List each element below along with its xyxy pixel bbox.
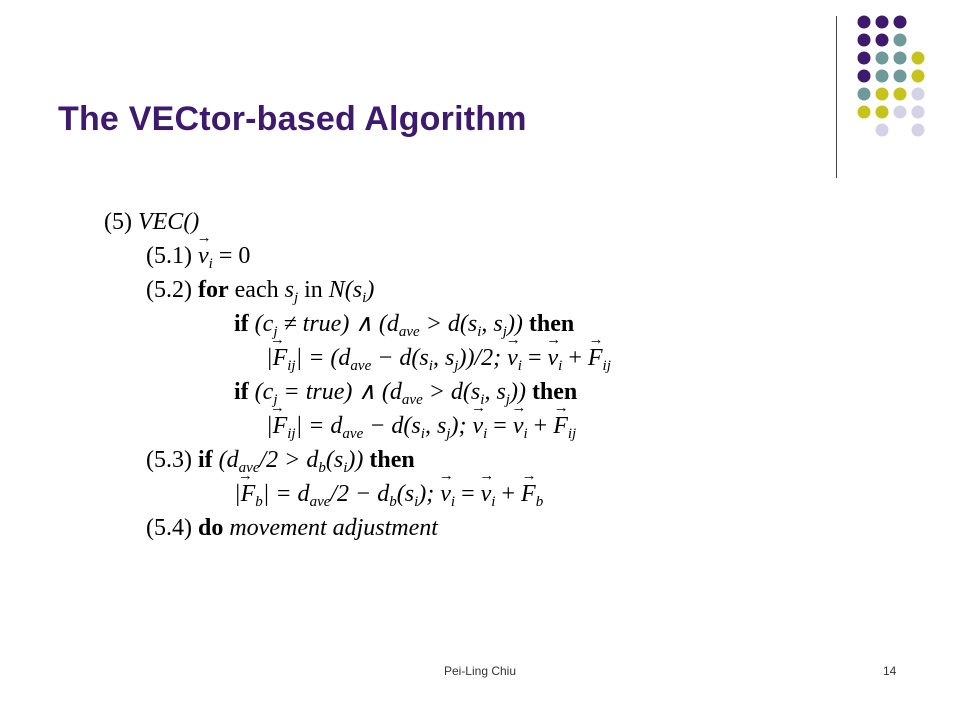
decorative-dot [894, 70, 907, 83]
decorative-dot [912, 70, 925, 83]
decorative-dot [876, 106, 889, 119]
keyword-if: if [234, 379, 249, 405]
function-name: VEC() [137, 209, 200, 235]
decorative-dot [858, 52, 871, 65]
decorative-dot [858, 34, 871, 47]
decorative-dot [876, 124, 889, 137]
keyword-if: if [234, 311, 249, 337]
decorative-dot [894, 106, 907, 119]
decorative-dot [894, 16, 907, 29]
step-number: (5.1) [146, 243, 192, 269]
decorative-dot [912, 124, 925, 137]
keyword-if: if [197, 447, 213, 473]
slide-title: The VECtor-based Algorithm [58, 100, 527, 138]
decorative-dot [876, 88, 889, 101]
step-number: (5.3) [146, 447, 192, 473]
neighbor-set: N(s [328, 277, 363, 303]
decorative-dot-grid [840, 14, 950, 154]
keyword-then: then [531, 379, 578, 405]
decorative-dot [876, 52, 889, 65]
condition-2: if ($c_j$ = true) ∧ ($d_{ave} > d(s_i$, $s_j$)) then [234, 379, 578, 408]
page-number: 14 [883, 664, 897, 678]
decorative-dot [858, 16, 871, 29]
boundary-force-update: → $|F_b| = d_{ave}/2 - d_b(s_i)$; → $v_i$ = → $v_i$ + → $F_b$ [234, 482, 543, 510]
decorative-dot [912, 106, 925, 119]
step-5-1: $(5.1) \to v_i = 0$ [146, 244, 250, 272]
decorative-dot [894, 34, 907, 47]
decorative-dot [858, 88, 871, 101]
decorative-dot [858, 106, 871, 119]
decorative-dot [876, 34, 889, 47]
decorative-dot [858, 70, 871, 83]
decorative-dot [876, 70, 889, 83]
decorative-dot [912, 52, 925, 65]
step-number: (5.4) [146, 515, 192, 541]
force-update-2: → $|F_{ij}| = d_{ave} - d(s_i$, $s_j$); → $v_i$ = → $v_i$ + → $F_{ij}$ [266, 414, 576, 442]
decorative-dot [894, 88, 907, 101]
step-5-4 [146, 516, 438, 540]
each-text: each [234, 277, 279, 303]
keyword-for: for [197, 277, 229, 303]
decorative-dot [912, 88, 925, 101]
step-5-3: (5.3) if $(d_{ave}/2 > d_b(s_i))$ then [146, 447, 415, 476]
algorithm-listing [104, 204, 794, 544]
decorative-dot [876, 16, 889, 29]
keyword-then: then [369, 447, 415, 473]
step-number: (5) [104, 209, 132, 235]
movement-adjustment-text: movement adjustment [229, 515, 438, 541]
condition-1: if ($c_j$ ≠ true) ∧ ($d_{ave} > d(s_i$, $s_j$)) then [234, 311, 575, 340]
footer-author: Pei-Ling Chiu [443, 664, 517, 678]
decorative-dot [894, 52, 907, 65]
force-update-1: → $|F_{ij}| = (d_{ave} - d(s_i$, $s_j))/2$; → $v_i$ = → $v_i$ + → $F_{ij}$ [266, 346, 611, 374]
step-5 [104, 210, 199, 234]
step-5-2: (5.2) for each $s_j$ in $N(s_i)$ [146, 277, 375, 306]
header-divider [836, 16, 837, 178]
zero-vector: = 0 [218, 243, 251, 269]
velocity-vector: → v [198, 244, 209, 268]
keyword-then: then [528, 311, 575, 337]
keyword-do: do [197, 515, 224, 541]
step-number: (5.2) [146, 277, 192, 303]
